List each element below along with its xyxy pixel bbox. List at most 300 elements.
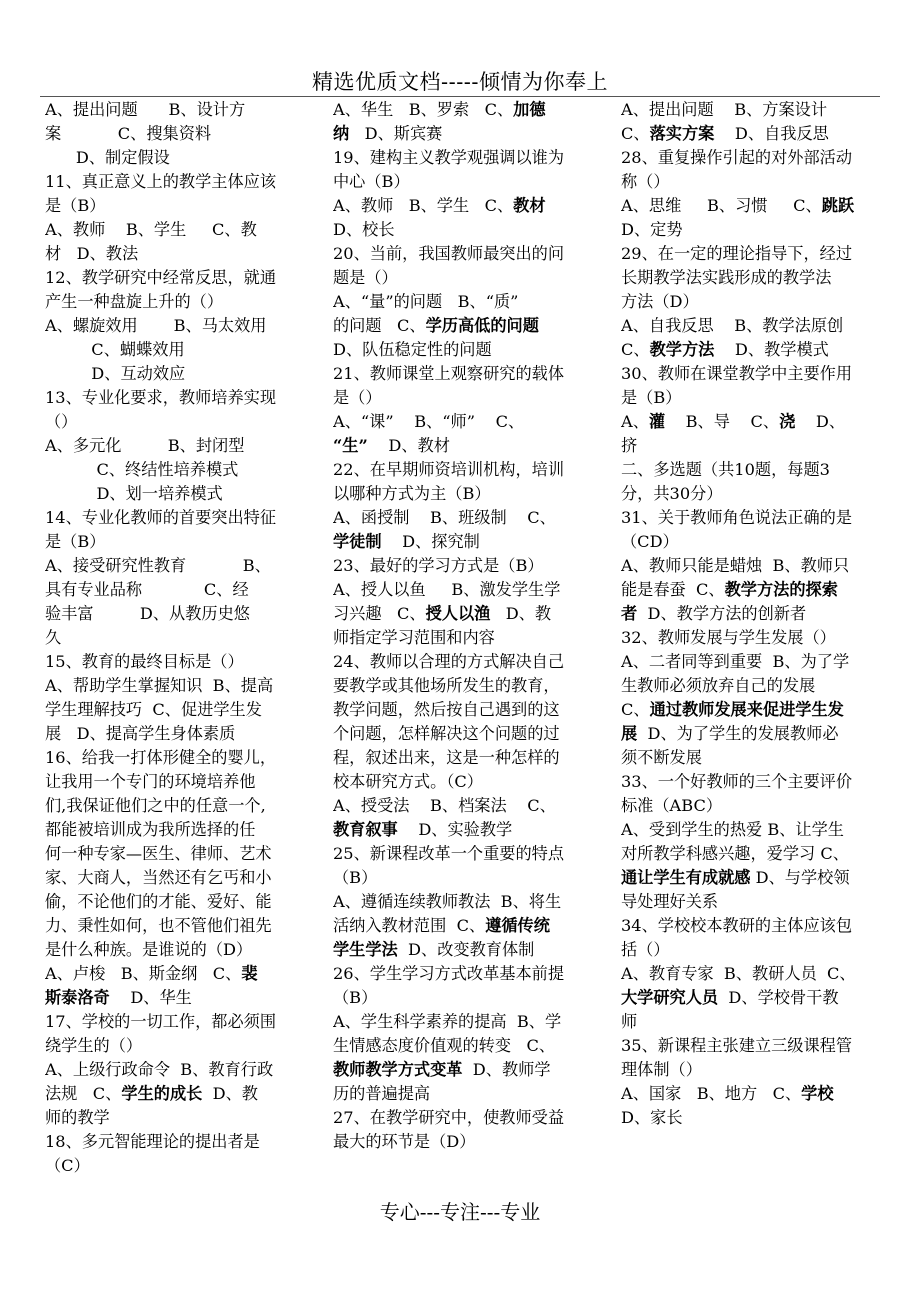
line-text: A、教育专家 B、教研人员 C、	[621, 964, 856, 983]
text-line	[45, 338, 307, 362]
line-text: 19、建构主义教学观强调以谁为	[333, 148, 565, 167]
line-text: 法规 C、	[45, 1084, 122, 1103]
line-text: 挤	[621, 436, 638, 455]
text-line	[45, 170, 307, 194]
line-text: 学生理解技巧 C、促进学生发	[45, 700, 262, 719]
text-line	[621, 794, 883, 818]
answer-highlight: 灌	[648, 412, 666, 431]
text-line	[45, 1154, 307, 1178]
line-text: A、遵循连续教师教法 B、将生	[333, 892, 562, 911]
line-text: 导处理好关系	[621, 892, 719, 911]
line-text: D、家长	[621, 1108, 683, 1127]
line-text: 标准（ABC）	[621, 796, 723, 815]
text-line	[45, 890, 307, 914]
line-text: 对所教学科感兴趣，爱学习 C、	[621, 844, 849, 863]
line-text: B、导 C、	[665, 412, 780, 431]
line-text: A、“量”的问题 B、“质”	[333, 292, 519, 311]
text-line	[333, 1010, 595, 1034]
line-text: 分，共30分）	[621, 484, 723, 503]
text-line	[621, 434, 883, 458]
text-line	[333, 242, 595, 266]
text-line	[45, 674, 307, 698]
line-text: A、“课” B、“师” C、	[333, 412, 525, 431]
text-line	[45, 818, 307, 842]
line-text: 的问题 C、	[333, 316, 426, 335]
line-text: C、	[621, 124, 650, 143]
text-line	[621, 770, 883, 794]
header-divider	[40, 96, 880, 97]
line-text: A、函授制 B、班级制 C、	[333, 508, 556, 527]
line-text: D、华生	[109, 988, 192, 1007]
text-line	[333, 338, 595, 362]
text-line	[333, 146, 595, 170]
line-text: 23、最好的学习方式是（B）	[333, 556, 544, 575]
line-text: D、探究制	[381, 532, 480, 551]
text-line	[45, 650, 307, 674]
text-line	[45, 1058, 307, 1082]
text-line	[45, 794, 307, 818]
line-text: 材 D、教法	[45, 244, 139, 263]
line-text: 29、在一定的理论指导下，经过	[621, 244, 853, 263]
line-text: 让我用一个专门的环境培养他	[45, 772, 256, 791]
line-text: 产生一种盘旋上升的（）	[45, 292, 224, 311]
line-text: 案 C、搜集资料	[45, 124, 212, 143]
line-text: 题是（）	[333, 268, 398, 287]
line-text: 32、教师发展与学生发展（）	[621, 628, 836, 647]
text-line	[45, 386, 307, 410]
text-line	[333, 1082, 595, 1106]
line-text: 师指定学习范围和内容	[333, 628, 495, 647]
line-text: C、	[621, 700, 650, 719]
answer-highlight: 浇	[779, 412, 796, 431]
answer-highlight: 学徒制	[333, 532, 382, 551]
text-line	[621, 1082, 883, 1106]
line-text: C、终结性培养模式	[45, 460, 239, 479]
answer-highlight: 裴	[241, 964, 258, 983]
text-line	[45, 506, 307, 530]
text-line	[621, 914, 883, 938]
text-line	[333, 530, 595, 554]
answer-highlight: 教学方法的探索	[724, 580, 838, 599]
text-line	[621, 818, 883, 842]
line-text: 校本研究方式。（C）	[333, 772, 483, 791]
line-text: A、卢梭 B、斯金纲 C、	[45, 964, 242, 983]
text-line	[621, 698, 883, 722]
text-line	[621, 290, 883, 314]
text-line	[621, 650, 883, 674]
line-text: D、教师学	[462, 1060, 551, 1079]
text-line	[621, 866, 883, 890]
text-line	[333, 818, 595, 842]
text-line	[333, 1106, 595, 1130]
line-text: 能是春蚕 C、	[621, 580, 725, 599]
text-line	[45, 914, 307, 938]
line-text: A、思维 B、习惯 C、	[621, 196, 822, 215]
line-text: 24、教师以合理的方式解决自己	[333, 652, 565, 671]
line-text: 20、当前，我国教师最突出的问	[333, 244, 565, 263]
answer-highlight: 通让学生有成就感	[621, 868, 751, 887]
line-text: （B）	[333, 988, 378, 1007]
text-line	[333, 746, 595, 770]
answer-highlight: “生”	[333, 436, 368, 455]
line-text: 生情感态度价值观的转变 C、	[333, 1036, 556, 1055]
line-text: C、	[621, 340, 650, 359]
line-text: 是什么种族。是谁说的（D）	[45, 940, 253, 959]
text-line	[45, 1082, 307, 1106]
text-line	[621, 98, 883, 122]
line-text: 15、教育的最终目标是（）	[45, 652, 244, 671]
text-line	[621, 386, 883, 410]
line-text: 生教师必须放弃自己的发展	[621, 676, 816, 695]
text-line	[333, 314, 595, 338]
text-line	[333, 434, 595, 458]
text-line	[45, 314, 307, 338]
line-text: 17、学校的一切工作，都必须围	[45, 1012, 277, 1031]
text-line	[45, 98, 307, 122]
text-line	[333, 290, 595, 314]
line-text: A、提出问题 B、设计方	[45, 100, 246, 119]
line-text: 都能被培训成为我所选择的任	[45, 820, 256, 839]
text-line	[333, 170, 595, 194]
line-text: 35、新课程主张建立三级课程管	[621, 1036, 853, 1055]
line-text: D、实验教学	[397, 820, 513, 839]
text-line	[333, 866, 595, 890]
line-text: 34、学校校本教研的主体应该包	[621, 916, 853, 935]
line-text: 二、多选题（共10题，每题3	[621, 460, 830, 479]
text-line	[333, 266, 595, 290]
line-text: 13、专业化要求，教师培养实现	[45, 388, 277, 407]
line-text: 教学问题，然后按自己遇到的这	[333, 700, 560, 719]
text-line	[621, 194, 883, 218]
text-line	[621, 962, 883, 986]
line-text: 30、教师在课堂教学中主要作用	[621, 364, 853, 383]
text-line	[333, 482, 595, 506]
text-line	[45, 1010, 307, 1034]
text-line	[621, 554, 883, 578]
text-line	[45, 146, 307, 170]
line-text: D、学校骨干教	[718, 988, 839, 1007]
line-text: 活纳入教材范围 C、	[333, 916, 486, 935]
line-text: （）	[45, 412, 78, 431]
line-text: A、授受法 B、档案法 C、	[333, 796, 556, 815]
text-line	[621, 602, 883, 626]
line-text: D、校长	[333, 220, 395, 239]
line-text: D、自我反思	[714, 124, 829, 143]
text-line	[621, 266, 883, 290]
text-line	[45, 986, 307, 1010]
text-line	[45, 626, 307, 650]
line-text: 程，叙述出来，这是一种怎样的	[333, 748, 560, 767]
text-line	[621, 890, 883, 914]
text-line	[333, 218, 595, 242]
line-text: 家、大商人，当然还有乞丐和小	[45, 868, 272, 887]
line-text: D、队伍稳定性的问题	[333, 340, 492, 359]
answer-highlight: 通过教师发展来促进学生发	[649, 700, 844, 719]
text-line	[45, 482, 307, 506]
line-text: 是（B）	[45, 532, 106, 551]
line-text: A、多元化 B、封闭型	[45, 436, 245, 455]
text-line	[45, 530, 307, 554]
text-line	[621, 122, 883, 146]
line-text: D、互动效应	[45, 364, 186, 383]
text-line	[621, 1010, 883, 1034]
text-line	[45, 434, 307, 458]
text-line	[333, 770, 595, 794]
text-line	[45, 746, 307, 770]
line-text: 历的普遍提高	[333, 1084, 431, 1103]
page-header: 精选优质文档-----倾情为你奉上	[312, 70, 608, 94]
line-text: 31、关于教师角色说法正确的是	[621, 508, 853, 527]
text-line	[621, 506, 883, 530]
answer-highlight: 教材	[513, 196, 546, 215]
line-text: 长期教学法实践形成的教学法	[621, 268, 832, 287]
text-line	[45, 242, 307, 266]
answer-highlight: 大学研究人员	[621, 988, 719, 1007]
text-line	[333, 1130, 595, 1154]
text-line	[45, 722, 307, 746]
line-text: （CD）	[621, 532, 679, 551]
line-text: 11、真正意义上的教学主体应该	[45, 172, 277, 191]
column-right	[621, 98, 883, 1130]
answer-highlight: 教师教学方式变革	[333, 1060, 463, 1079]
text-line	[45, 458, 307, 482]
text-line	[333, 1058, 595, 1082]
answer-highlight: 授人以渔	[425, 604, 491, 623]
answer-highlight: 者	[621, 604, 638, 623]
text-line	[621, 1034, 883, 1058]
text-line	[45, 122, 307, 146]
line-text: 个问题，怎样解决这个问题的过	[333, 724, 560, 743]
text-line	[333, 506, 595, 530]
text-line	[45, 842, 307, 866]
text-line	[45, 1106, 307, 1130]
text-line	[333, 554, 595, 578]
answer-highlight: 学生的成长	[121, 1084, 203, 1103]
line-text: 须不断发展	[621, 748, 702, 767]
line-text: 习兴趣 C、	[333, 604, 426, 623]
answer-highlight: 学历高低的问题	[425, 316, 539, 335]
line-text: 14、专业化教师的首要突出特征	[45, 508, 277, 527]
text-line	[45, 770, 307, 794]
answer-highlight: 遵循传统	[485, 916, 550, 935]
text-line	[333, 842, 595, 866]
text-line	[333, 626, 595, 650]
text-line	[621, 578, 883, 602]
line-text: 16、给我一打体形健全的婴儿，	[45, 748, 277, 767]
text-line	[621, 938, 883, 962]
line-text: A、教师只能是蜡烛 B、教师只	[621, 556, 850, 575]
line-text: A、接受研究性教育 B、	[45, 556, 271, 575]
line-text: C、蝴蝶效用	[45, 340, 185, 359]
line-text: A、提出问题 B、方案设计	[621, 100, 828, 119]
line-text: 理体制（）	[621, 1060, 702, 1079]
line-text: A、华生 B、罗索 C、	[333, 100, 514, 119]
text-line	[333, 578, 595, 602]
column-left	[45, 98, 307, 1178]
line-text: 是（）	[333, 388, 382, 407]
text-line	[333, 458, 595, 482]
line-text: D、定势	[621, 220, 683, 239]
text-line	[45, 866, 307, 890]
text-line	[45, 194, 307, 218]
line-text: A、自我反思 B、教学法原创	[621, 316, 844, 335]
line-text: D、教学模式	[714, 340, 829, 359]
answer-highlight: 学生学法	[333, 940, 398, 959]
text-line	[621, 842, 883, 866]
text-line	[333, 674, 595, 698]
text-line	[333, 650, 595, 674]
text-line	[333, 602, 595, 626]
line-text: A、教师 B、学生 C、教	[45, 220, 257, 239]
text-line	[621, 146, 883, 170]
text-line	[621, 314, 883, 338]
line-text: 33、一个好教师的三个主要评价	[621, 772, 853, 791]
line-text: 具有专业品称 C、经	[45, 580, 249, 599]
line-text: 26、学生学习方式改革基本前提	[333, 964, 565, 983]
line-text: 师的教学	[45, 1108, 110, 1127]
line-text: 是（B）	[621, 388, 682, 407]
text-line	[621, 722, 883, 746]
line-text: D、斯宾赛	[349, 124, 443, 143]
text-line	[333, 386, 595, 410]
text-line	[621, 674, 883, 698]
line-text: 是（B）	[45, 196, 106, 215]
line-text: D、划一培养模式	[45, 484, 223, 503]
line-text: A、学生科学素养的提高 B、学	[333, 1012, 562, 1031]
line-text: D、为了学生的发展教师必	[637, 724, 839, 743]
line-text: 22、在早期师资培训机构，培训	[333, 460, 565, 479]
text-line	[45, 938, 307, 962]
text-line	[621, 170, 883, 194]
text-line	[45, 698, 307, 722]
line-text: D、教	[202, 1084, 258, 1103]
line-text: D、教材	[367, 436, 450, 455]
column-middle	[333, 98, 595, 1154]
line-text: 久	[45, 628, 62, 647]
line-text: 绕学生的（）	[45, 1036, 143, 1055]
line-text: 最大的环节是（D）	[333, 1132, 476, 1151]
line-text: 12、教学研究中经常反思，就通	[45, 268, 277, 287]
line-text: （C）	[45, 1156, 90, 1175]
text-line	[333, 362, 595, 386]
line-text: 偷，不论他们的才能、爱好、能	[45, 892, 272, 911]
text-line	[45, 266, 307, 290]
line-text: 21、教师课堂上观察研究的载体	[333, 364, 565, 383]
line-text: A、受到学生的热爱 B、让学生	[621, 820, 844, 839]
text-line	[333, 194, 595, 218]
line-text: 力、秉性如何，也不管他们祖先	[45, 916, 272, 935]
text-line	[621, 458, 883, 482]
text-line	[621, 338, 883, 362]
text-line	[45, 554, 307, 578]
answer-highlight: 学校	[801, 1084, 834, 1103]
text-line	[621, 362, 883, 386]
line-text: A、	[621, 412, 649, 431]
line-text: A、上级行政命令 B、教育行政	[45, 1060, 274, 1079]
text-line	[621, 746, 883, 770]
text-line	[45, 1034, 307, 1058]
line-text: 以哪种方式为主（B）	[333, 484, 491, 503]
text-line	[621, 482, 883, 506]
text-line	[621, 626, 883, 650]
text-line	[45, 578, 307, 602]
text-line	[45, 218, 307, 242]
line-text: A、授人以鱼 B、激发学生学	[333, 580, 561, 599]
answer-highlight: 跳跃	[821, 196, 855, 215]
line-text: （B）	[333, 868, 378, 887]
line-text: 18、多元智能理论的提出者是	[45, 1132, 260, 1151]
answer-highlight: 教学方法	[649, 340, 715, 359]
line-text: 验丰富 D、从教历史悠	[45, 604, 250, 623]
text-line	[333, 122, 595, 146]
answer-highlight: 落实方案	[649, 124, 715, 143]
line-text: 中心（B）	[333, 172, 410, 191]
text-line	[621, 1106, 883, 1130]
page-footer: 专心---专注---专业	[379, 1200, 541, 1224]
text-line	[45, 362, 307, 386]
line-text: A、教师 B、学生 C、	[333, 196, 514, 215]
text-line	[621, 1058, 883, 1082]
line-text: 括（）	[621, 940, 670, 959]
answer-highlight: 加德	[513, 100, 546, 119]
line-text: D、改变教育体制	[397, 940, 535, 959]
text-line	[621, 410, 883, 434]
line-text: A、国家 B、地方 C、	[621, 1084, 802, 1103]
line-text: D、	[795, 412, 846, 431]
text-line	[621, 242, 883, 266]
line-text: D、与学校领	[750, 868, 850, 887]
text-line	[333, 914, 595, 938]
line-text: 27、在教学研究中，使教师受益	[333, 1108, 565, 1127]
line-text: 何一种专家—医生、律师、艺术	[45, 844, 272, 863]
line-text: A、帮助学生掌握知识 B、提高	[45, 676, 274, 695]
line-text: 称（）	[621, 172, 670, 191]
line-text: D、制定假设	[45, 148, 170, 167]
line-text: A、二者同等到重要 B、为了学	[621, 652, 850, 671]
answer-highlight: 斯泰洛奇	[45, 988, 110, 1007]
line-text: A、螺旋效用 B、马太效用	[45, 316, 267, 335]
line-text: D、教学方法的创新者	[637, 604, 807, 623]
text-line	[621, 530, 883, 554]
text-line	[333, 794, 595, 818]
text-line	[45, 602, 307, 626]
text-line	[333, 962, 595, 986]
text-line	[333, 986, 595, 1010]
text-line	[621, 986, 883, 1010]
answer-highlight: 展	[621, 724, 638, 743]
text-line	[333, 722, 595, 746]
text-line	[333, 410, 595, 434]
answer-highlight: 纳	[333, 124, 350, 143]
line-text: 要教学或其他场所发生的教育，	[333, 676, 560, 695]
line-text: 方法（D）	[621, 292, 699, 311]
text-line	[45, 290, 307, 314]
text-line	[333, 938, 595, 962]
line-text: 展 D、提高学生身体素质	[45, 724, 236, 743]
line-text: 们,我保证他们之中的任意一个,	[45, 796, 266, 815]
text-line	[45, 962, 307, 986]
text-line	[333, 1034, 595, 1058]
text-line	[45, 1130, 307, 1154]
text-line	[621, 218, 883, 242]
line-text: 师	[621, 1012, 638, 1031]
line-text: 28、重复操作引起的对外部活动	[621, 148, 853, 167]
answer-highlight: 教育叙事	[333, 820, 398, 839]
line-text: 25、新课程改革一个重要的特点	[333, 844, 565, 863]
text-line	[45, 410, 307, 434]
text-line	[333, 890, 595, 914]
text-line	[333, 98, 595, 122]
